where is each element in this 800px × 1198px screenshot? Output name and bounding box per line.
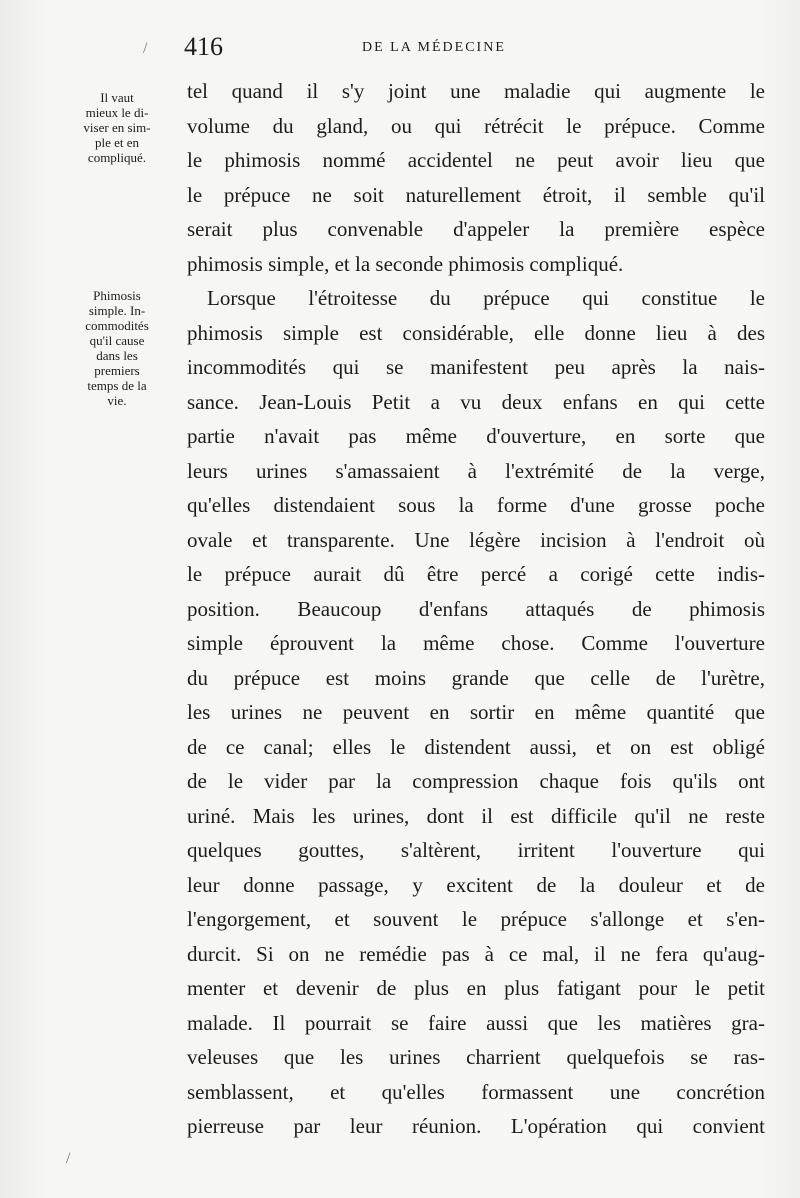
- text-line: uriné. Mais les urines, dont il est difficile qu'il ne reste: [187, 803, 765, 828]
- margin-note-line: simple. In-: [88, 303, 146, 318]
- margin-note-line: vie.: [107, 393, 127, 408]
- text-line: pierreuse par leur réunion. L'opération qui convient: [187, 1114, 765, 1138]
- text-line: du prépuce est moins grande que celle de l'urètre,: [187, 665, 765, 690]
- page-header: [180, 28, 780, 68]
- text-line: phimosis simple est considérable, elle donne lieu à des: [187, 320, 765, 345]
- margin-note-line: mieux le di-: [85, 105, 149, 120]
- text-line: position. Beaucoup d'enfans attaqués de phimosis: [187, 596, 765, 621]
- margin-tick-mark: /: [66, 1150, 71, 1167]
- margin-note-line: dans les: [96, 348, 138, 363]
- text-line: Lorsque l'étroitesse du prépuce qui constitue le: [207, 286, 765, 310]
- text-line: le prépuce ne soit naturellement étroit, il semble qu'il: [187, 182, 765, 207]
- text-line: menter et devenir de plus en plus fatigant pour le petit: [187, 976, 765, 1000]
- text-line: de le vider par la compression chaque fois qu'ils ont: [187, 769, 765, 793]
- running-head: DE LA MÉDECINE: [362, 40, 506, 55]
- margin-note-line: Il vaut: [100, 90, 134, 105]
- text-line: le prépuce aurait dû être percé a corigé cette indis-: [187, 562, 765, 586]
- text-line: les urines ne peuvent en sortir en même quantité que: [187, 700, 765, 724]
- margin-note-line: premiers: [94, 363, 140, 378]
- margin-note-line: viser en sim-: [83, 120, 151, 135]
- text-line: de ce canal; elles le distendent aussi, et on est obligé: [187, 734, 765, 759]
- text-line: veleuses que les urines charrient quelquefois se ras-: [187, 1045, 765, 1069]
- margin-note-line: qu'il cause: [89, 333, 145, 348]
- text-line: quelques gouttes, s'altèrent, irritent l'ouverture qui: [187, 838, 765, 862]
- margin-note-line: compliqué.: [87, 150, 147, 165]
- margin-note-line: commodités: [85, 318, 149, 333]
- text-line: phimosis simple, et la seconde phimosis compliqué.: [187, 251, 624, 276]
- margin-note-line: Phimosis: [93, 288, 141, 303]
- body-text: [187, 74, 765, 1144]
- margin-note: [62, 90, 172, 165]
- margin-tick-mark: /: [143, 40, 148, 57]
- margin-note-line: temps de la: [87, 378, 147, 393]
- text-line: ovale et transparente. Une légère incision à l'endroit où: [187, 527, 765, 552]
- text-line: serait plus convenable d'appeler la première espèce: [187, 217, 765, 241]
- text-line: sance. Jean-Louis Petit a vu deux enfans en qui cette: [187, 389, 765, 414]
- text-line: tel quand il s'y joint une maladie qui augmente le: [187, 79, 765, 103]
- text-line: l'engorgement, et souvent le prépuce s'allonge et s'en-: [187, 907, 765, 931]
- text-line: partie n'avait pas même d'ouverture, en sorte que: [187, 424, 765, 448]
- text-line: incommodités qui se manifestent peu après la nais-: [187, 355, 765, 379]
- text-line: leur donne passage, y excitent de la douleur et de: [187, 872, 765, 897]
- margin-note-line: ple et en: [94, 135, 140, 150]
- text-line: semblassent, et qu'elles formassent une concrétion: [187, 1079, 765, 1104]
- page-number: 416: [184, 32, 223, 61]
- text-line: durcit. Si on ne remédie pas à ce mal, il ne fera qu'aug-: [187, 941, 765, 966]
- margin-note: [62, 288, 172, 408]
- text-line: simple éprouvent la même chose. Comme l'ouverture: [187, 631, 765, 655]
- text-line: leurs urines s'amassaient à l'extrémité de la verge,: [187, 458, 765, 483]
- text-line: volume du gland, ou qui rétrécit le prépuce. Comme: [187, 113, 765, 138]
- text-line: le phimosis nommé accidentel ne peut avoir lieu que: [187, 148, 765, 172]
- text-line: qu'elles distendaient sous la forme d'une grosse poche: [187, 493, 765, 517]
- text-line: malade. Il pourrait se faire aussi que les matières gra-: [187, 1010, 765, 1035]
